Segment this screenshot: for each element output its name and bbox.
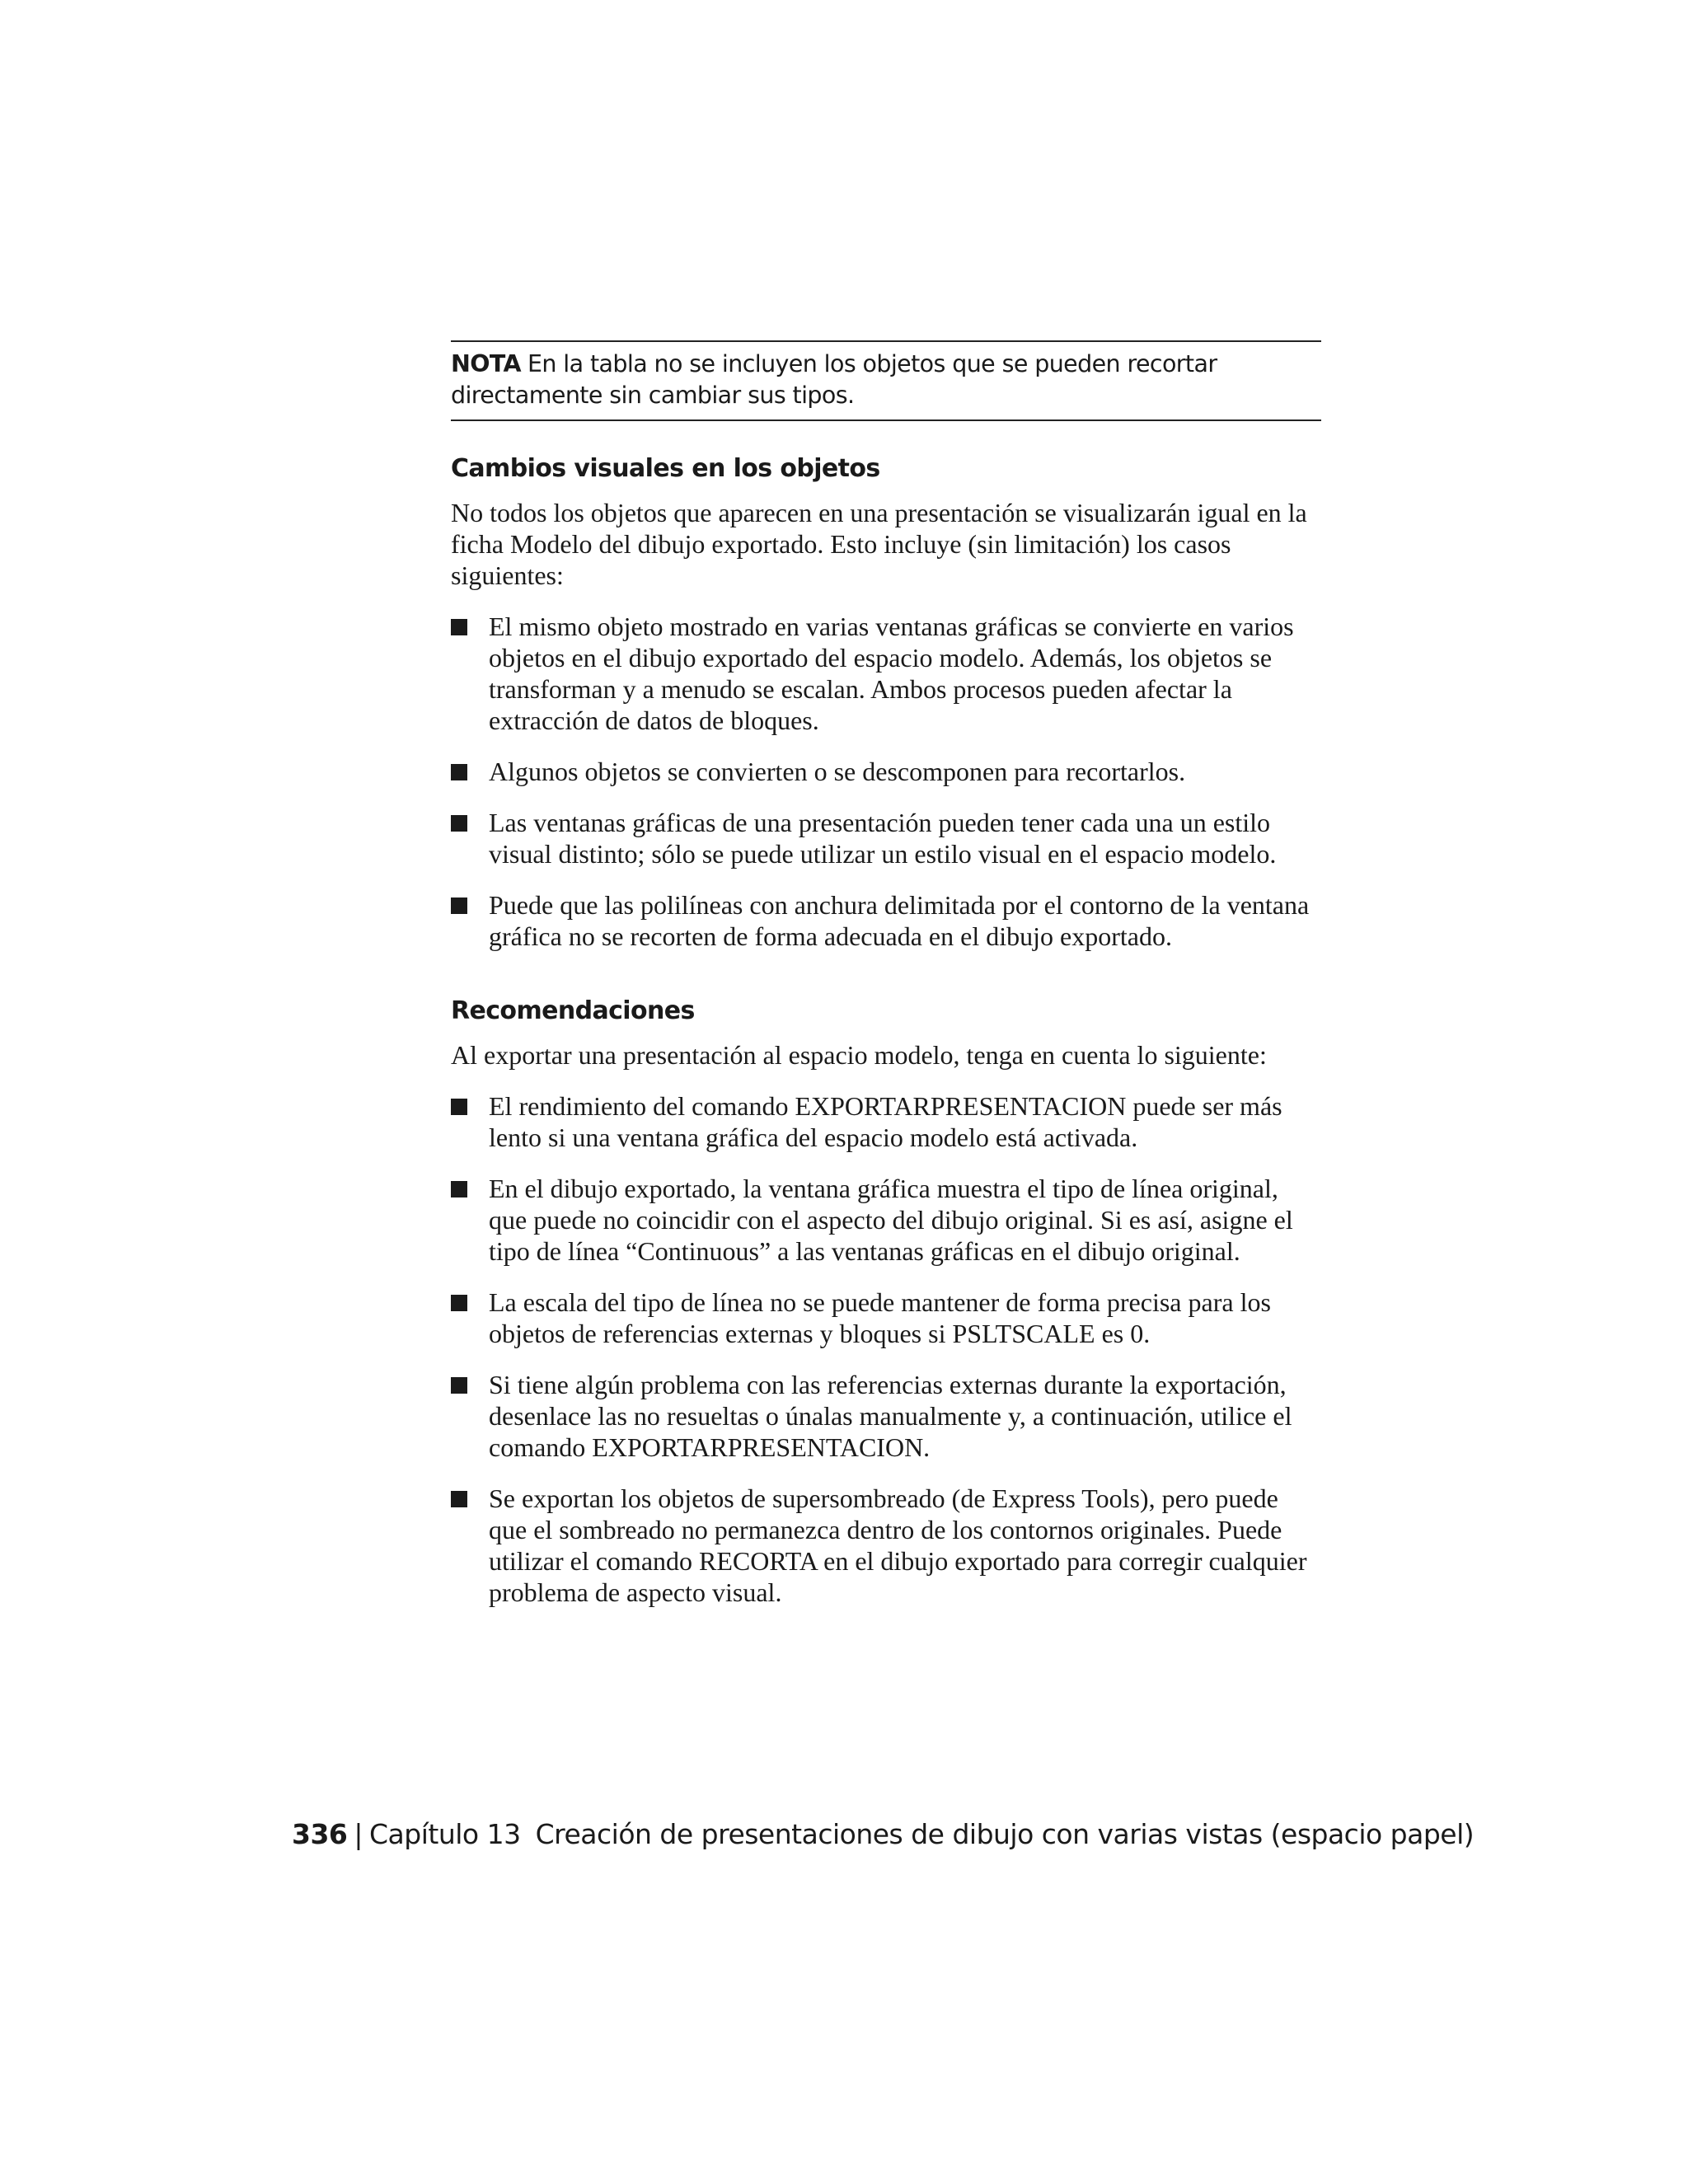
list-item bbox=[451, 1369, 1321, 1463]
square-bullet-icon bbox=[451, 1099, 467, 1115]
square-bullet-icon bbox=[451, 815, 467, 832]
page-footer bbox=[292, 1816, 1474, 1853]
list-item bbox=[451, 1286, 1321, 1349]
list-item bbox=[451, 611, 1321, 736]
square-bullet-icon bbox=[451, 764, 467, 780]
square-bullet-icon bbox=[451, 1295, 467, 1311]
footer-chapter: Capítulo 13 bbox=[369, 1818, 521, 1850]
square-bullet-icon bbox=[451, 1377, 467, 1394]
section-heading-recommendations: Recomendaciones bbox=[451, 996, 695, 1025]
list-item bbox=[451, 1090, 1321, 1153]
list-item bbox=[451, 1173, 1321, 1267]
square-bullet-icon bbox=[451, 619, 467, 635]
list-item-text: Las ventanas gráficas de una presentación pueden tener cada una un estilo visual distinto; sólo se puede utilizar un estilo visual en el espacio modelo. bbox=[489, 808, 1277, 869]
footer-title: Creación de presentaciones de dibujo con varias vistas (espacio papel) bbox=[535, 1818, 1475, 1850]
list-item-text: Si tiene algún problema con las referencias externas durante la exportación, desenlace las no resueltas o únalas manualmente y, a continuación, utilice el comando EXPORTARPRESENTACION. bbox=[489, 1370, 1292, 1462]
note-label: NOTA bbox=[451, 350, 521, 377]
list-item-text: En el dibujo exportado, la ventana gráfica muestra el tipo de línea original, que puede no coincidir con el aspecto del dibujo original. Si es así, asigne el tipo de línea “Continuous” a las ventanas gráficas en el dibujo original. bbox=[489, 1174, 1293, 1266]
list-item-text: El mismo objeto mostrado en varias ventanas gráficas se convierte en varios objetos en el dibujo exportado del espacio modelo. Además, los objetos se transforman y a menudo se escalan. Ambos procesos pueden afectar la extracción de datos de bloques. bbox=[489, 612, 1294, 735]
section-intro-recommendations: Al exportar una presentación al espacio modelo, tenga en cuenta lo siguiente: bbox=[451, 1040, 1267, 1070]
list-item-text: El rendimiento del comando EXPORTARPRESENTACION puede ser más lento si una ventana gráfica del espacio modelo está activada. bbox=[489, 1091, 1282, 1152]
list-item-text: Puede que las polilíneas con anchura delimitada por el contorno de la ventana gráfica no se recorten de forma adecuada en el dibujo exportado. bbox=[489, 890, 1310, 951]
list-item bbox=[451, 756, 1321, 787]
note-box bbox=[451, 340, 1321, 421]
page-number: 336 bbox=[292, 1818, 348, 1850]
note-text: En la tabla no se incluyen los objetos que se pueden recortar directamente sin cambiar sus tipos. bbox=[451, 350, 1217, 409]
footer-separator: | bbox=[354, 1818, 363, 1850]
list-item-text: Se exportan los objetos de supersombreado (de Express Tools), pero puede que el sombreado no permanezca dentro de los contornos originales. Puede utilizar el comando RECORTA en el dibujo exportado para corregir cualquier problema de aspecto visual. bbox=[489, 1483, 1307, 1607]
bullet-list-visual-changes bbox=[451, 611, 1321, 952]
page-content bbox=[451, 340, 1321, 1628]
list-item-text: La escala del tipo de línea no se puede mantener de forma precisa para los objetos de referencias externas y bloques si PSLTSCALE es 0. bbox=[489, 1287, 1271, 1348]
square-bullet-icon bbox=[451, 1491, 467, 1507]
section-heading-visual-changes: Cambios visuales en los objetos bbox=[451, 454, 880, 483]
section-intro-visual-changes: No todos los objetos que aparecen en una presentación se visualizarán igual en la ficha Modelo del dibujo exportado. Esto incluye (sin limitación) los casos siguientes: bbox=[451, 498, 1307, 590]
list-item-text: Algunos objetos se convierten o se descomponen para recortarlos. bbox=[489, 757, 1186, 786]
bullet-list-recommendations bbox=[451, 1090, 1321, 1608]
list-item bbox=[451, 1483, 1321, 1608]
list-item bbox=[451, 889, 1321, 952]
list-item bbox=[451, 807, 1321, 869]
square-bullet-icon bbox=[451, 898, 467, 914]
square-bullet-icon bbox=[451, 1181, 467, 1197]
